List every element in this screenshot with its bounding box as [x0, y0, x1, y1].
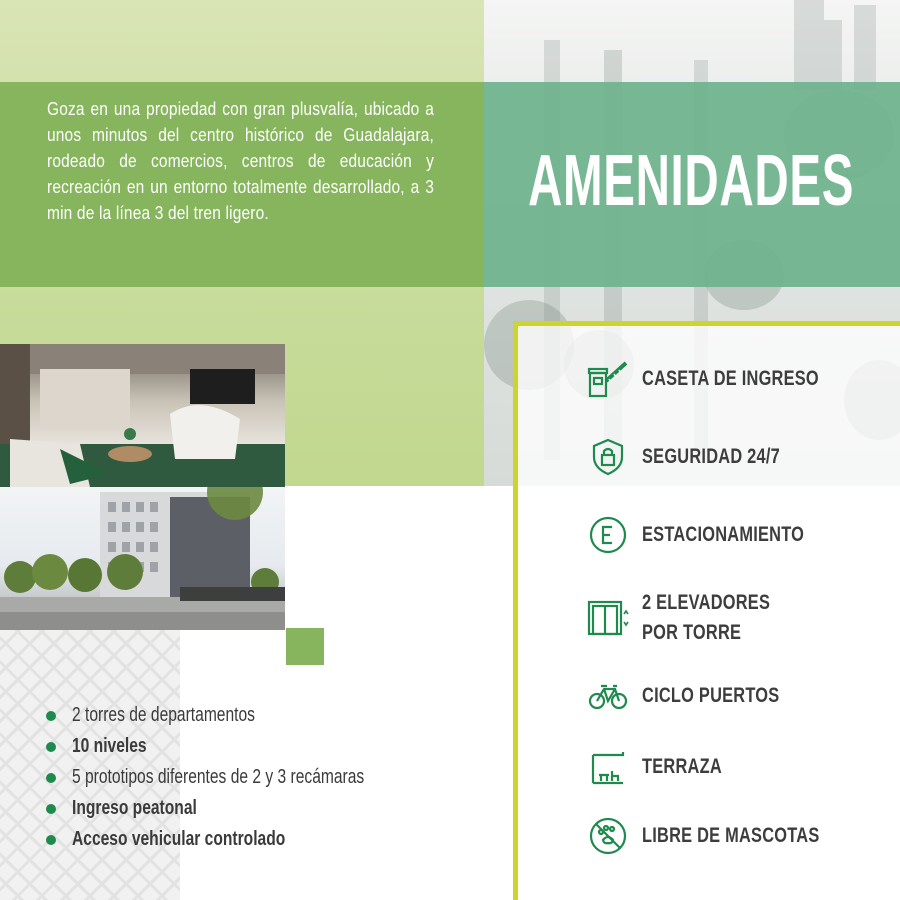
bullet-dot	[46, 742, 56, 752]
building-photo	[0, 487, 285, 630]
amenity-item	[586, 588, 806, 648]
parking-icon	[586, 513, 630, 557]
bullet-dot	[46, 835, 56, 845]
amenity-item	[586, 674, 818, 718]
feature-item	[46, 762, 447, 793]
amenity-label: ESTACIONAMIENTO	[642, 523, 805, 546]
amenity-label: CASETA DE INGRESO	[642, 367, 819, 390]
frame-left-border	[513, 321, 518, 900]
feature-text: 2 torres de departamentos	[72, 704, 255, 726]
feature-item	[46, 700, 447, 731]
intro-text: Goza en una propiedad con gran plusvalía, ubicado a unos minutos del centro histórico de Guadalajara, rodeado de comercios, centros de educación y recreación en un entorno totalmente desarrollado, a 3 min de la línea 3 del tren ligero.	[47, 99, 434, 223]
amenity-label: SEGURIDAD 24/7	[642, 445, 780, 468]
accent-square	[286, 628, 324, 665]
security-shield-icon	[586, 435, 630, 479]
bullet-dot	[46, 773, 56, 783]
feature-text: 10 niveles	[72, 735, 147, 757]
amenity-item	[586, 435, 819, 479]
gatehouse-icon	[586, 357, 630, 401]
bullet-dot	[46, 711, 56, 721]
no-pets-icon	[586, 814, 630, 858]
bullet-dot	[46, 804, 56, 814]
amenities-title: AMENIDADES	[528, 141, 855, 221]
amenity-label: CICLO PUERTOS	[642, 684, 780, 707]
amenity-label-line2: POR TORRE	[642, 621, 742, 644]
feature-text: 5 prototipos diferentes de 2 y 3 recámaras	[72, 766, 365, 788]
amenity-label: LIBRE DE MASCOTAS	[642, 824, 820, 847]
feature-text: Ingreso peatonal	[72, 797, 197, 819]
feature-item	[46, 793, 447, 824]
terrace-icon	[586, 745, 630, 789]
elevator-icon	[586, 596, 630, 640]
feature-text: Acceso vehicular controlado	[72, 828, 286, 850]
amenity-item	[586, 745, 744, 789]
interior-photo	[0, 344, 285, 487]
feature-item	[46, 731, 447, 762]
amenity-item	[586, 357, 869, 401]
amenity-label: 2 ELEVADORES	[642, 591, 771, 614]
amenity-label-group	[630, 588, 806, 648]
frame-top-border	[513, 321, 900, 326]
amenity-item	[586, 814, 870, 858]
amenity-item	[586, 513, 850, 557]
features-list	[46, 700, 447, 855]
amenity-label: TERRAZA	[642, 755, 722, 778]
feature-item	[46, 824, 447, 855]
bicycle-icon	[586, 674, 630, 718]
